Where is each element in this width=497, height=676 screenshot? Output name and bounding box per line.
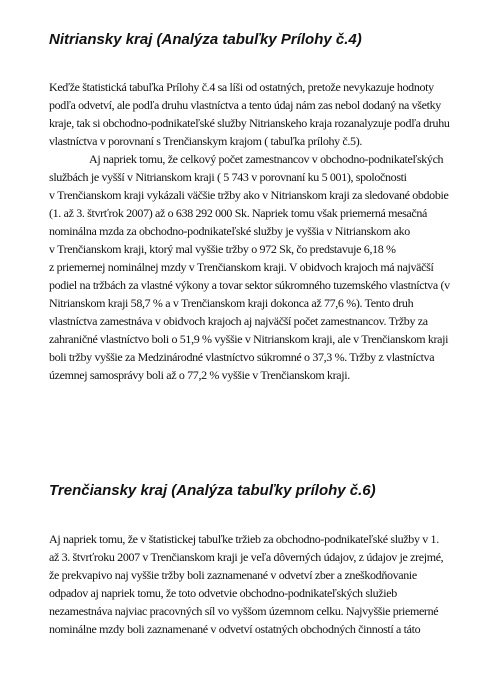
text-line: odpadov aj napriek tomu, že toto odvetvie obchodno-podnikateľských služieb — [49, 586, 397, 600]
text-line: až 3. štvrťroku 2007 v Trenčianskom kraji je veľa dôverných údajov, z údajov je zrejmé, — [49, 550, 444, 564]
text-line: podľa odvetví, ale podľa druhu vlastníctva a tento údaj nám zas nebol dodaný na všetky — [49, 98, 441, 112]
text-line: zahraničné vlastníctvo boli o 51,9 % vyššie v Nitrianskom kraji, ale v Trenčianskom kraji — [49, 332, 449, 346]
text-line: službách je vyšší v Nitrianskom kraji ( 5 743 v porovnaní ku 5 001), spoločnosti — [49, 170, 407, 184]
text-line: nominálna mzda za obchodno-podnikateľské služby je vyššia v Nitrianskom ako — [49, 224, 410, 238]
text-line: Nitrianskom kraji 58,7 % a v Trenčianskom kraji dokonca až 77,6 %). Tento druh — [49, 296, 414, 310]
text-line: v Trenčianskom kraji vykázali väčšie tržby ako v Nitrianskom kraji za sledované obdobie — [49, 188, 449, 202]
text-line: územnej samosprávy boli až o 77,2 % vyššie v Trenčianskom kraji. — [49, 368, 350, 382]
text-line: v Trenčianskom kraji, ktorý mal vyššie tržby o 972 Sk, čo predstavuje 6,18 % — [49, 242, 396, 256]
text-line: Aj napriek tomu, že v štatistickej tabuľke tržieb za obchodno-podnikateľské služby v 1. — [49, 532, 439, 546]
text-line: že prekvapivo naj vyššie tržby boli zaznamenané v odvetví zber a zneškodňovanie — [49, 568, 417, 582]
text-line: nominálne mzdy boli zaznamenané v odvetví ostatných obchodných činností a táto — [49, 622, 421, 636]
text-line: Aj napriek tomu, že celkový počet zamestnancov v obchodno-podnikateľských — [89, 152, 444, 166]
text-line: vlastníctva zamestnáva v obidvoch krajoch aj najväčší počet zamestnancov. Tržby za — [49, 314, 428, 328]
text-line: (1. až 3. štvrťrok 2007) až o 638 292 000 Sk. Napriek tomu však priemerná mesačná — [49, 206, 428, 220]
section-body-nitriansky — [49, 78, 450, 384]
text-line: podiel na tržbách za vlastné výkony a tovar sektor súkromného tuzemského vlastníctva (v — [49, 278, 450, 292]
text-line: z priemernej nominálnej mzdy v Trenčianskom kraji. V obidvoch krajoch má najväčší — [49, 260, 434, 274]
text-line: vlastníctva v porovnaní s Trenčianskym krajom ( tabuľka prílohy č.5). — [49, 134, 362, 148]
text-line: Keďže štatistická tabuľka Prílohy č.4 sa líši od ostatných, pretože nevykazuje hodnoty — [49, 80, 434, 94]
text-line: nezamestnáva najviac pracovných síl vo vyššom územnom celku. Najvyššie priemerné — [49, 604, 439, 618]
text-line: boli tržby vyššie za Medzinárodné vlastníctvo súkromné o 37,3 %. Tržby z vlastníctva — [49, 350, 435, 364]
section-heading-trenciansky: Trenčiansky kraj (Analýza tabuľky prílohy č.6) — [49, 482, 376, 499]
section-heading-nitriansky: Nitriansky kraj (Analýza tabuľky Prílohy č.4) — [49, 31, 362, 48]
text-line: kraje, tak si obchodno-podnikateľské služby Nitrianskeho kraja rozanalyzuje podľa druhu — [49, 116, 450, 130]
section-body-trenciansky — [49, 530, 443, 638]
